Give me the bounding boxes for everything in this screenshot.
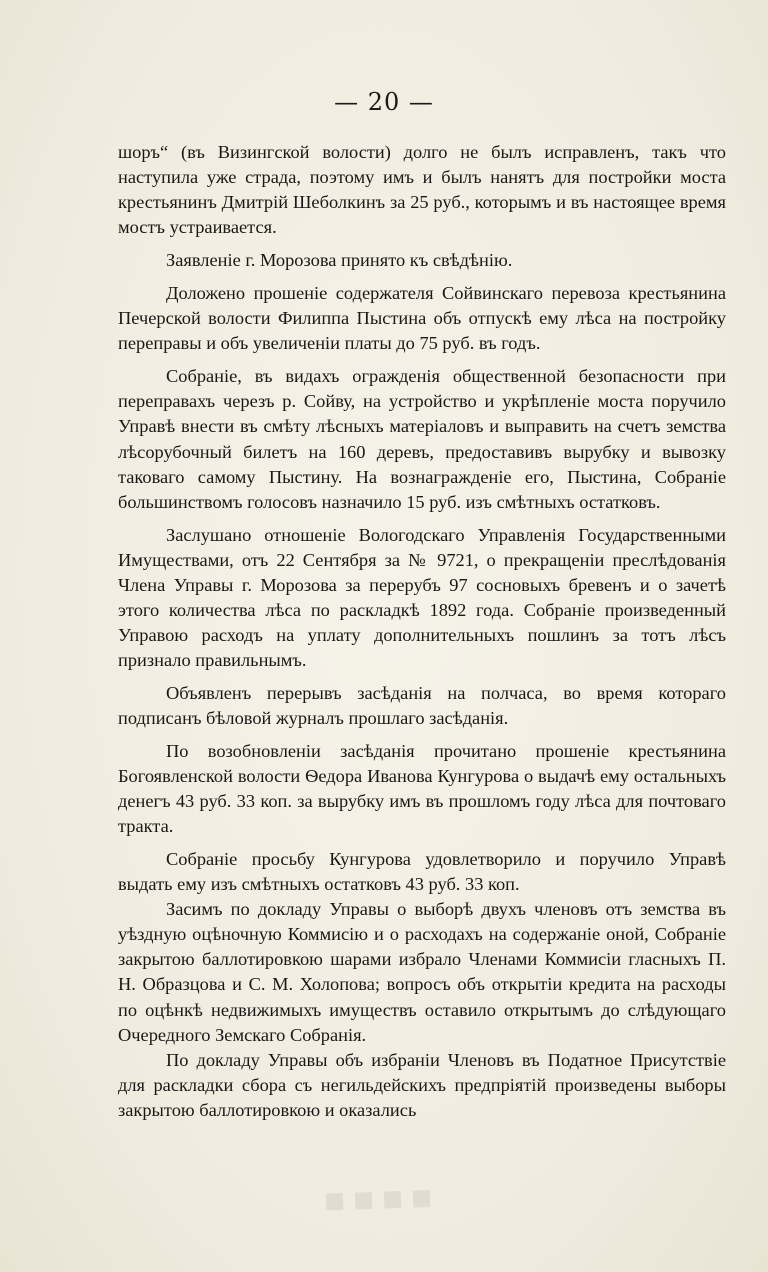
paragraph-4: Собраніе, въ видахъ огражденія общественной безопасности при переправахъ черезъ р. Сойву, на устройство и укрѣпленіе моста поручило Управѣ внести въ смѣту лѣсныхъ матеріаловъ и выправить на счетъ земства лѣсорубочный билетъ на 160 деревъ, предоставивъ вырубку и вывозку таковаго самому Пыстину. На вознагражденіе его, Пыстина, Собраніе большинствомъ голосовъ назначило 15 руб. изъ смѣтныхъ остатковъ. bbox=[118, 366, 726, 512]
paragraph-2: Заявленіе г. Морозова принято къ свѣдѣнію. bbox=[166, 250, 513, 271]
body-text bbox=[118, 140, 726, 1123]
paragraph-3: Доложено прошеніе содержателя Сойвинскаго перевоза крестьянина Печерской волости Филиппа Пыстина объ отпускѣ ему лѣса на постройку переправы и объ увеличеніи платы до 75 руб. въ годъ. bbox=[118, 283, 726, 354]
paragraph-7: По возобновленіи засѣданія прочитано прошеніе крестьянина Богоявленской волости Ѳедора Иванова Кунгурова о выдачѣ ему остальныхъ денегъ 43 руб. 33 коп. за вырубку имъ въ прошломъ году лѣса для почтоваго тракта. bbox=[118, 741, 726, 837]
paragraph-5: Заслушано отношеніе Вологодскаго Управленія Государственными Имуществами, отъ 22 Сентября за № 9721, о прекращеніи преслѣдованія Члена Управы г. Морозова за перерубъ 97 сосновыхъ бревенъ и о зачетѣ этого количества лѣса по раскладкѣ 1892 года. Собраніе произведенный Управою расходъ на уплату дополнительныхъ пошлинъ за тотъ лѣсъ признало правильнымъ. bbox=[118, 524, 726, 670]
paragraph-8: Собраніе просьбу Кунгурова удовлетворило и поручило Управѣ выдать ему изъ смѣтныхъ остатковъ 43 руб. 33 коп. bbox=[118, 849, 726, 895]
page-number: — 20 — bbox=[334, 88, 434, 116]
paragraph-10: По докладу Управы объ избраніи Членовъ въ Податное Присутствіе для раскладки сбора съ негильдейскихъ предпріятій произведены выборы закрытою баллотировкою и оказались bbox=[118, 1049, 726, 1120]
paragraph-1: шоръ“ (въ Визингской волости) долго не былъ исправленъ, такъ что наступила уже страда, поэтому имъ и былъ нанятъ для постройки моста крестьянинъ Дмитрій Шеболкинъ за 25 руб., которымъ и въ настоящее время мостъ устраивается. bbox=[118, 142, 726, 238]
paragraph-9: Засимъ по докладу Управы о выборѣ двухъ членовъ отъ земства въ уѣздную оцѣночную Коммисію и о расходахъ на содержаніе оной, Собраніе закрытою баллотировкою шарами избрало Членами Коммисіи гласныхъ П. Н. Образцова и С. М. Холопова; вопросъ объ открытіи кредита на расходы по оцѣнкѣ недвижимыхъ имуществъ оставило открытымъ до слѣдующаго Очередного Земскаго Собранія. bbox=[118, 899, 726, 1045]
paragraph-6: Объявленъ перерывъ засѣданія на полчаса, во время котораго подписанъ бѣловой журналъ прошлаго засѣданія. bbox=[118, 682, 726, 728]
faded-stamp-mark: ▪▪▪▪ bbox=[322, 1175, 440, 1221]
